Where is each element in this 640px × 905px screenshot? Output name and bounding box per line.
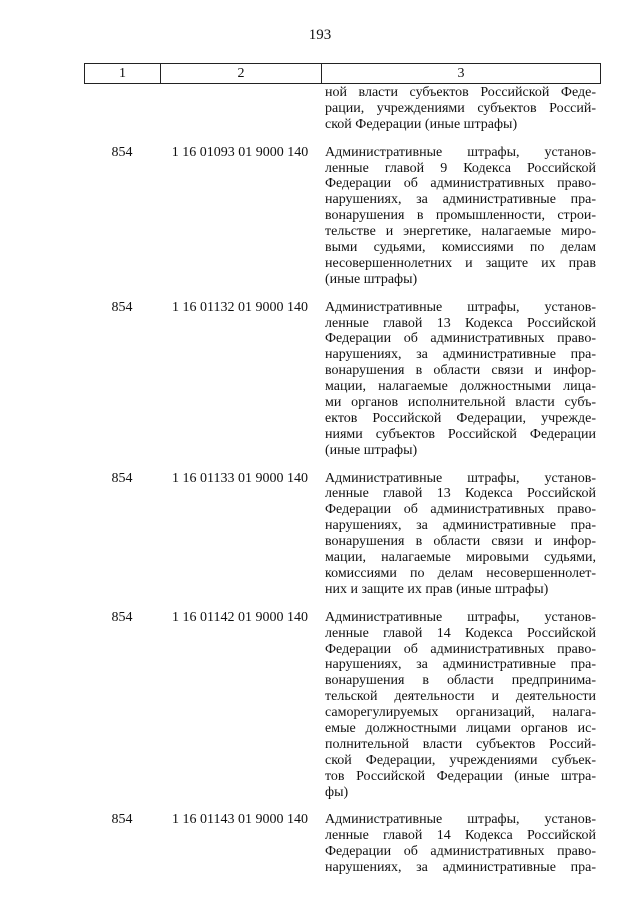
- budget-code: 1 16 01142 01 9000 140: [172, 609, 308, 625]
- text-line: тельской деятельности и деятельности: [325, 689, 596, 705]
- row-number: 854: [111, 609, 133, 625]
- header-col-3: 3: [457, 65, 465, 81]
- text-line: тов Российской Федерации (иные штра-: [325, 768, 596, 784]
- budget-code: 1 16 01093 01 9000 140: [171, 144, 309, 160]
- text-line: вонарушения в области связи и инфор-: [325, 534, 596, 550]
- text-line: ной власти субъектов Российской Феде-: [325, 85, 596, 100]
- table-body: [0, 85, 640, 876]
- text-line: саморегулируемых организаций, налага-: [325, 705, 596, 721]
- continuation-text: [325, 85, 596, 133]
- budget-code: 1 16 01133 01 9000 140: [172, 470, 308, 486]
- description: [325, 471, 596, 598]
- text-line: ектов Российской Федерации, учрежде-: [325, 410, 596, 426]
- description: [325, 812, 596, 876]
- table-header: [84, 63, 601, 84]
- text-line: Федерации об административных право-: [325, 641, 596, 657]
- table-row: [0, 300, 640, 459]
- text-line: фы): [325, 784, 349, 800]
- text-line: тельстве и энергетике, налагаемые миро-: [325, 224, 596, 240]
- text-line: Федерации об административных право-: [325, 844, 596, 860]
- text-line: несовершеннолетних и защите их прав: [325, 255, 596, 271]
- budget-code: 1 16 01143 01 9000 140: [172, 812, 308, 828]
- text-line: ской Федерации, учреждениями субъек-: [325, 752, 596, 768]
- row-number: 854: [111, 299, 133, 315]
- text-line: комиссиями по делам несовершеннолет-: [325, 565, 596, 581]
- table-row: [0, 610, 640, 801]
- budget-code: 1 16 01132 01 9000 140: [172, 299, 308, 315]
- text-line: нарушениях, за административные пра-: [325, 347, 596, 363]
- text-line: нарушениях, за административные пра-: [325, 192, 596, 208]
- text-line: них и защите их прав (иные штрафы): [325, 581, 549, 597]
- text-line: ской Федерации (иные штрафы): [325, 116, 518, 132]
- header-col-2: 2: [161, 64, 322, 83]
- row-number: 854: [111, 470, 133, 486]
- text-line: полнительной власти субъектов Россий-: [325, 736, 596, 752]
- text-line: ми органов исполнительной власти субъ-: [325, 395, 596, 411]
- row-number: 854: [111, 812, 133, 828]
- text-line: ленные главой 13 Кодекса Российской: [325, 315, 596, 331]
- text-line: вонарушения в промышленности, строи-: [325, 208, 596, 224]
- text-line: ниями субъектов Российской Федерации: [325, 426, 596, 442]
- text-line: вонарушения в области предпринима-: [325, 673, 596, 689]
- description: [325, 610, 596, 801]
- row-number: 854: [111, 144, 133, 160]
- text-line: мации, налагаемые должностными лица-: [325, 379, 596, 395]
- text-line: емые должностными лицами органов ис-: [325, 720, 596, 736]
- text-line: нарушениях, за административные пра-: [325, 860, 596, 876]
- text-line: Федерации об административных право-: [325, 176, 596, 192]
- text-line: ленные главой 14 Кодекса Российской: [325, 625, 596, 641]
- description: [325, 300, 596, 459]
- text-line: Федерации об административных право-: [325, 331, 596, 347]
- text-line: Административные штрафы, установ-: [325, 144, 596, 160]
- text-line: Административные штрафы, установ-: [325, 470, 596, 486]
- text-line: ленные главой 9 Кодекса Российской: [325, 160, 596, 176]
- text-line: Административные штрафы, установ-: [325, 609, 596, 625]
- text-line: рации, учреждениями субъектов Россий-: [325, 100, 596, 116]
- page-number: 193: [308, 27, 332, 43]
- text-line: (иные штрафы): [325, 271, 418, 287]
- table-row: [0, 812, 640, 876]
- text-line: ленные главой 14 Кодекса Российской: [325, 828, 596, 844]
- text-line: ленные главой 13 Кодекса Российской: [325, 486, 596, 502]
- text-line: (иные штрафы): [325, 442, 418, 458]
- text-line: нарушениях, за административные пра-: [325, 518, 596, 534]
- table-row: [0, 145, 640, 288]
- text-line: нарушениях, за административные пра-: [325, 657, 596, 673]
- text-line: выми судьями, комиссиями по делам: [325, 240, 596, 256]
- text-line: Административные штрафы, установ-: [325, 299, 596, 315]
- table-row: [0, 471, 640, 598]
- continuation-row: [0, 85, 640, 133]
- text-line: мации, налагаемые мировыми судьями,: [325, 550, 596, 566]
- text-line: Федерации об административных право-: [325, 502, 596, 518]
- header-col-1: 1: [85, 64, 161, 83]
- description: [325, 145, 596, 288]
- text-line: вонарушения в области связи и инфор-: [325, 363, 596, 379]
- text-line: Административные штрафы, установ-: [325, 812, 596, 828]
